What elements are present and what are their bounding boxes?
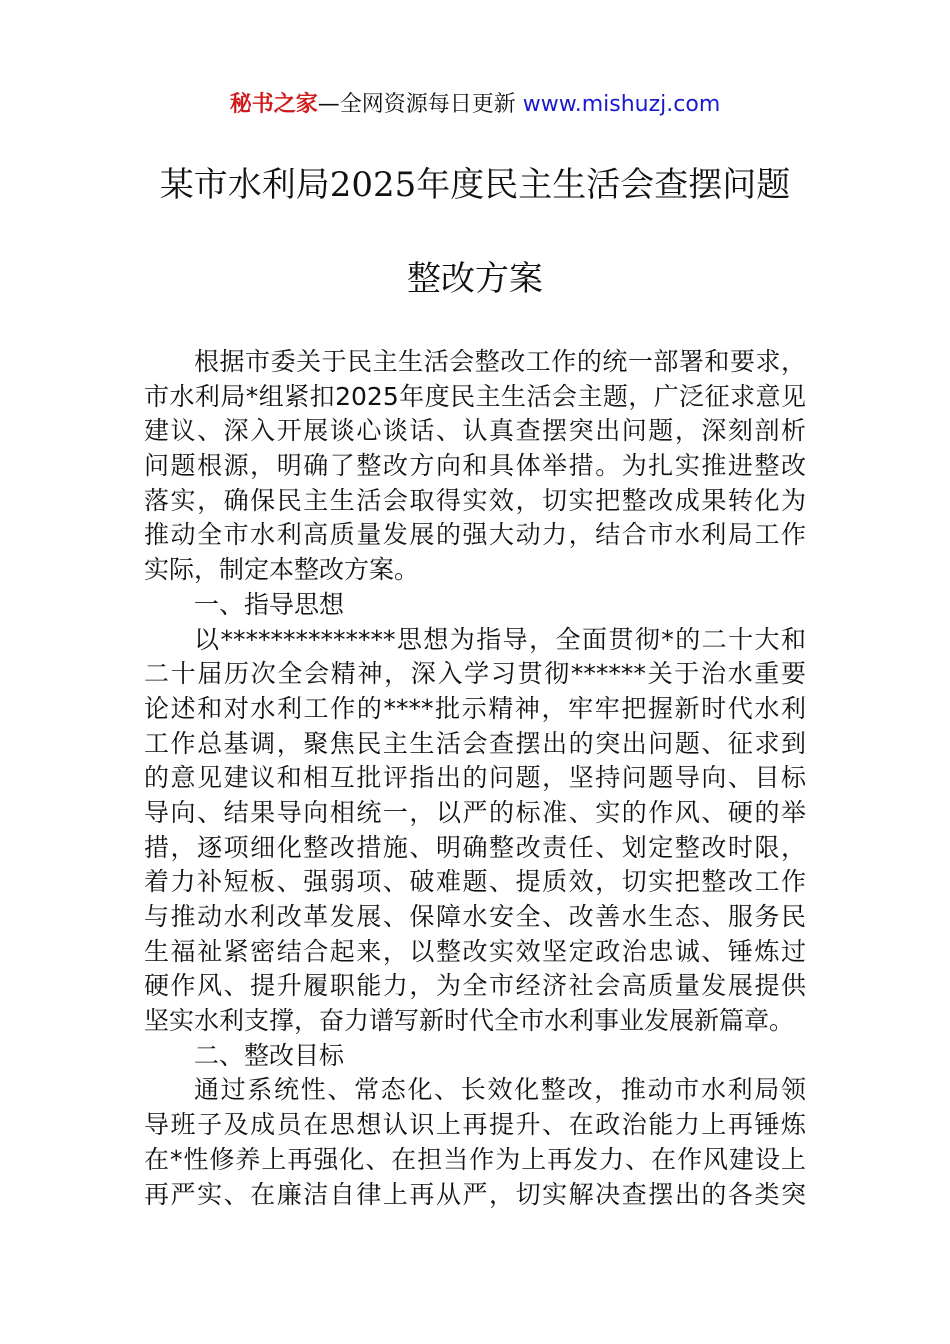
section1-line: 二十届历次全会精神，深入学习贯彻******关于治水重要: [144, 659, 806, 689]
intro-line: 实际，制定本整改方案。: [144, 555, 420, 585]
site-header: [0, 88, 950, 122]
intro-line: 问题根源，明确了整改方向和具体举措。为扎实推进整改: [144, 451, 806, 481]
section2-line: 再严实、在廉洁自律上再从严，切实解决查摆出的各类突: [144, 1179, 806, 1209]
section2-line: 导班子及成员在思想认识上再提升、在政治能力上再锤炼: [144, 1110, 806, 1140]
document-title-line-1: 某市水利局2025年度民主生活会查摆问题: [159, 165, 791, 205]
intro-line: 落实，确保民主生活会取得实效，切实把整改成果转化为: [144, 485, 806, 515]
section1-line: 生福祉紧密结合起来，以整改实效坚定政治忠诚、锤炼过: [144, 936, 806, 966]
section1-line: 以**************思想为指导，全面贯彻*的二十大和: [194, 624, 806, 654]
section1-line: 工作总基调，聚焦民主生活会查摆出的突出问题、征求到: [144, 728, 806, 758]
section1-line: 措，逐项细化整改措施、明确整改责任、划定整改时限，: [144, 832, 806, 862]
section-heading-guiding-thought: 一、指导思想: [194, 589, 345, 619]
section2-line: 通过系统性、常态化、长效化整改，推动市水利局领: [194, 1075, 806, 1105]
section1-line: 坚实水利支撑，奋力谱写新时代全市水利事业发展新篇章。: [144, 1006, 795, 1036]
section1-line: 导向、结果导向相统一，以严的标准、实的作风、硬的举: [144, 797, 806, 827]
intro-line: 推动全市水利高质量发展的强大动力，结合市水利局工作: [144, 520, 806, 550]
document-title-line-2: 整改方案: [407, 259, 543, 299]
section1-line: 着力补短板、强弱项、破难题、提质效，切实把整改工作: [144, 867, 806, 897]
section2-line: 在*性修养上再强化、在担当作为上再发力、在作风建设上: [144, 1144, 806, 1174]
intro-line: 根据市委关于民主生活会整改工作的统一部署和要求，: [194, 347, 806, 376]
intro-line: 建议、深入开展谈心谈话、认真查摆突出问题，深刻剖析: [144, 416, 806, 446]
section1-line: 硬作风、提升履职能力，为全市经济社会高质量发展提供: [144, 971, 806, 1001]
section-heading-goals: 二、整改目标: [194, 1040, 345, 1070]
document-body: [144, 345, 806, 1212]
intro-line: 市水利局*组紧扣2025年度民主生活会主题，广泛征求意见: [144, 381, 806, 411]
site-brand: 秘书之家: [229, 92, 318, 117]
section1-line: 论述和对水利工作的****批示精神，牢牢把握新时代水利: [144, 693, 806, 723]
site-url-link[interactable]: www.mishuzj.com: [522, 92, 721, 117]
site-tagline: —全网资源每日更新: [317, 92, 516, 117]
section1-line: 与推动水利改革发展、保障水安全、改善水生态、服务民: [144, 902, 806, 931]
section1-line: 的意见建议和相互批评指出的问题，坚持问题导向、目标: [144, 763, 806, 793]
